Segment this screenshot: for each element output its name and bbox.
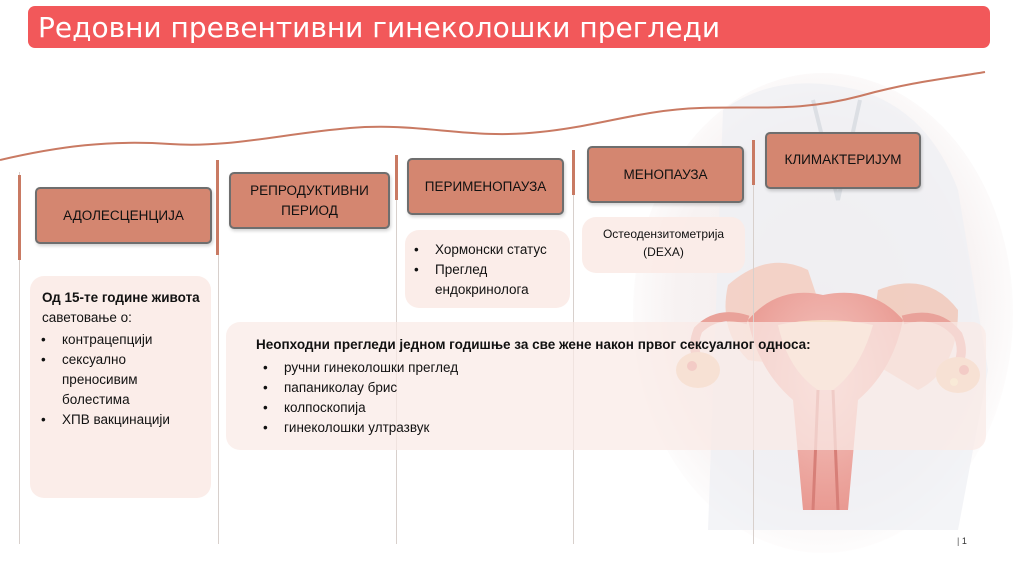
column-accent — [752, 140, 755, 185]
list-item: • колпоскопија — [256, 398, 976, 418]
list-item: • гинеколошки ултразвук — [256, 418, 976, 438]
menopause-text: Остеодензитометрија (DEXA) — [602, 227, 725, 259]
slide-number-value: 1 — [961, 536, 967, 546]
adolescence-panel — [30, 276, 211, 498]
adolescence-intro — [42, 288, 203, 328]
stage-label: МЕНОПАУЗА — [623, 166, 708, 182]
list-item: • ХПВ вакцинацији — [34, 410, 203, 430]
stage-label: КЛИМАКТЕРИЈУМ — [784, 152, 902, 167]
annual-list — [256, 358, 976, 438]
stage-label: АДОЛЕСЦЕНЦИЈА — [63, 207, 184, 223]
adolescence-list — [34, 330, 203, 430]
list-item: • ручни гинеколошки преглед — [256, 358, 976, 378]
list-item: • Преглед ендокринолога — [407, 260, 545, 300]
column-accent — [216, 160, 219, 255]
stage-label: РЕПРОДУКТИВНИ ПЕРИОД — [250, 182, 369, 218]
adolescence-intro-rest: саветовање о: — [42, 310, 132, 325]
annual-heading: Неопходни прегледи једном годишње за све жене након првог сексуалног односа: — [256, 337, 811, 352]
column-accent — [572, 150, 575, 195]
list-item: • Хормонски статус — [407, 240, 564, 260]
title-bar — [28, 6, 990, 48]
column-accent — [395, 155, 398, 200]
menopause-panel — [582, 217, 745, 273]
perimenopause-panel — [405, 230, 570, 308]
stage-perimenopause — [407, 158, 564, 215]
stage-label: ПЕРИМЕНОПАУЗА — [424, 178, 547, 194]
stage-climacterium — [765, 132, 921, 189]
column-accent — [18, 175, 21, 260]
stage-menopause — [587, 146, 744, 203]
perimenopause-list — [407, 240, 564, 300]
list-item: • папаниколау брис — [256, 378, 976, 398]
annual-exams-panel — [226, 322, 986, 450]
stage-reproductive-period — [229, 172, 390, 229]
list-item: • сексуално преносивим болестима — [34, 350, 167, 410]
slide-number: | 1 — [957, 536, 967, 546]
list-item: • контрацепцији — [34, 330, 203, 350]
adolescence-intro-bold: Од 15-те године живота — [42, 290, 200, 305]
slide-title: Редовни превентивни гинеколошки прегледи — [38, 10, 721, 44]
stage-adolescence — [35, 187, 212, 244]
